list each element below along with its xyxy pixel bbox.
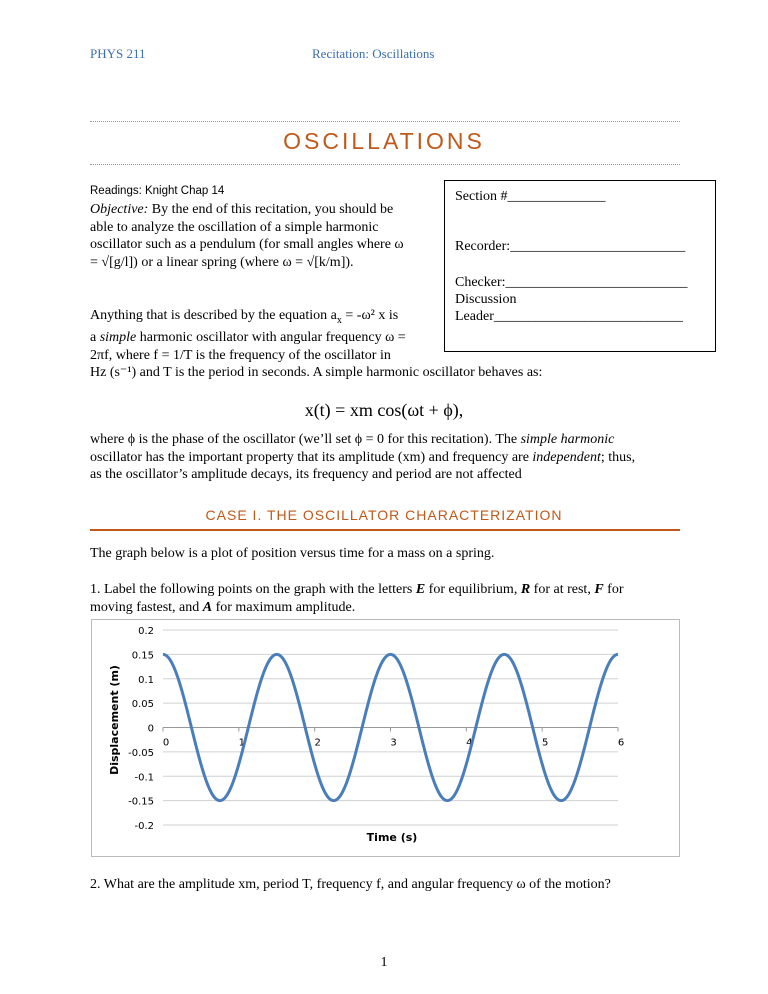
y-tick-label: 0.15 [131,650,154,662]
question-1: 1. Label the following points on the graph with the letters E for equilibrium, R for at rest, F for moving fastest, and A for maximum amplitude. [90,582,624,615]
recorder-field[interactable]: Recorder:_________________________ [455,239,686,254]
y-tick-label: 0.1 [138,674,154,686]
x-tick-label: 1 [238,737,246,749]
y-tick-label: -0.2 [134,821,154,832]
x-axis-label: Time (s) [366,831,418,844]
x-tick-label: 2 [314,737,321,749]
x-tick-label: 0 [162,737,170,749]
recitation-label: Recitation: Oscillations [312,46,435,61]
x-tick-label: 3 [390,737,397,749]
page-number: 1 [380,955,388,970]
y-tick-label: 0 [147,723,154,735]
graph-intro: The graph below is a plot of position versus time for a mass on a spring. [90,546,495,561]
phase-paragraph: where ϕ is the phase of the oscillator (we’ll set ϕ = 0 for this recitation). The simple harmonic oscillator has the important property that its amplitude (xm) and frequency are independent; thus, as the oscillator’s amplitude decays, its frequency and period are not affected [90,432,636,482]
displacement-chart [91,619,680,857]
y-tick-label: -0.15 [128,796,154,808]
y-tick-label: 0.2 [138,626,154,637]
discussion-label: Discussion [455,292,517,307]
readings-label: Readings: Knight Chap 14 [90,185,225,197]
motion-equation: x(t) = xm cos(ωt + ϕ), [304,400,464,420]
case-heading: CASE I. THE OSCILLATOR CHARACTERIZATION [205,507,563,523]
x-tick-label: 4 [466,737,473,749]
objective-paragraph: Objective: By the end of this recitation, you should be able to analyze the oscillation of a simple harmonic oscillator such as a pendulum (for small angles where ω = √[g/l]) or a linear spring (where ω = √[k/m]). [90,202,404,270]
checker-field[interactable]: Checker:__________________________ [455,275,688,290]
y-axis-label: Displacement (m) [108,665,121,775]
title-bottom-rule [90,164,680,165]
case-rule [90,529,680,531]
objective-label: Objective: [90,202,149,217]
title-top-rule [90,121,680,122]
y-tick-label: 0.05 [131,699,154,711]
page-title: OSCILLATIONS [283,128,485,154]
x-tick-label: 6 [617,737,625,749]
section-field[interactable]: Section #______________ [455,189,606,204]
shm-paragraph: Anything that is described by the equation $a_x = -\omega^2$ x is a simple harmonic oscillator with angular frequency ω = 2πf, where f = 1/T is the frequency of the oscillator in Hz (s⁻¹) and T is the period in seconds. A simple harmonic oscillator behaves as: [90,308,543,381]
discussion-leader-field[interactable]: Leader___________________________ [455,309,683,324]
y-tick-label: -0.05 [128,747,154,759]
x-tick-label: 5 [541,737,549,749]
course-label: PHYS 211 [90,46,146,61]
y-tick-label: -0.1 [134,772,154,784]
question-2: 2. What are the amplitude xm, period T, frequency f, and angular frequency ω of the motion? [90,877,611,892]
